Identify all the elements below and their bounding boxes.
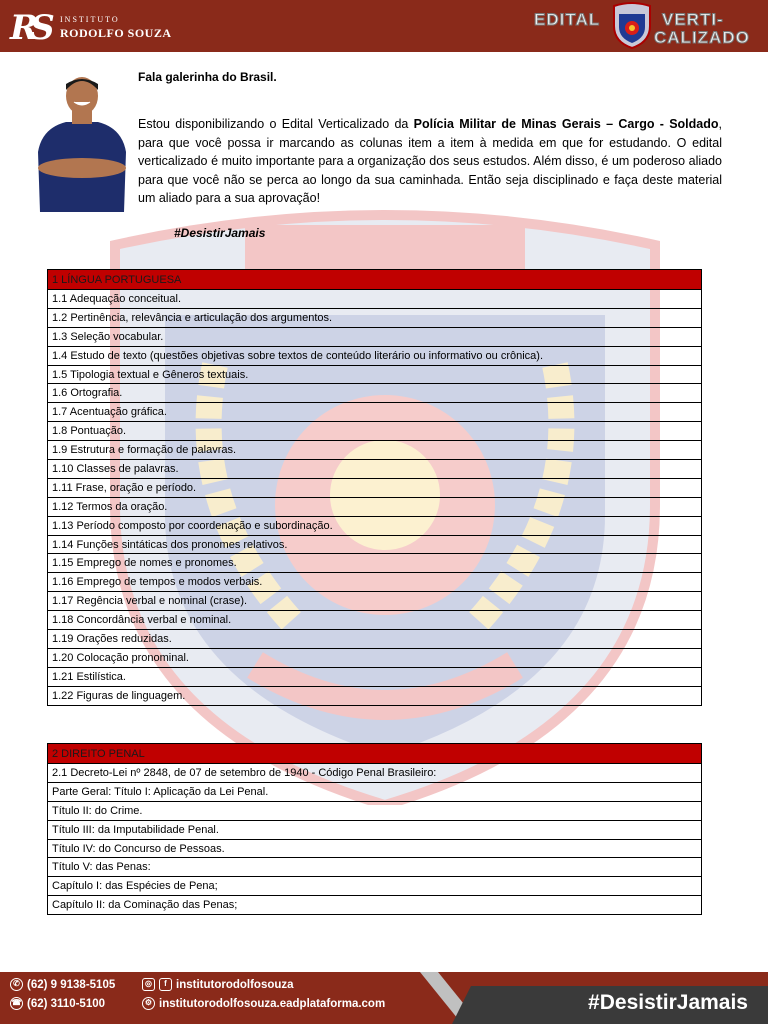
topic-item: 1.10 Classes de palavras. <box>48 460 702 479</box>
topic-item: Parte Geral: Título I: Aplicação da Lei Penal. <box>48 782 702 801</box>
topic-item: 1.3 Seleção vocabular. <box>48 327 702 346</box>
table-row <box>48 403 702 422</box>
table-row <box>48 346 702 365</box>
table-row <box>48 630 702 649</box>
intro-paragraph <box>138 115 722 208</box>
topic-item: 1.20 Colocação pronominal. <box>48 648 702 667</box>
intro-text: , para que você possa ir marcando as colunas item a item à medida em que for estudando. O edital verticalizado é muito importante para a organização dos seus estudos. Além disso, é um poderoso aliado para que você não se perca ao longo da sua caminhada. Então seja disciplinado e faça deste material um aliado para a sua aprovação! <box>138 117 722 205</box>
table-row <box>48 290 702 309</box>
topic-item: 1.11 Frase, oração e período. <box>48 478 702 497</box>
topic-item: Título IV: do Concurso de Pessoas. <box>48 839 702 858</box>
table-row <box>48 535 702 554</box>
page-footer <box>0 972 768 1024</box>
topic-item: Capítulo I: das Espécies de Pena; <box>48 877 702 896</box>
whatsapp-icon: ✆ <box>10 978 23 991</box>
table-row <box>48 384 702 403</box>
brand-line2: RODOLFO SOUZA <box>60 26 172 40</box>
topic-item: 1.12 Termos da oração. <box>48 497 702 516</box>
table-row <box>48 327 702 346</box>
topic-item: 1.7 Acentuação gráfica. <box>48 403 702 422</box>
page-header <box>0 0 768 52</box>
social-handle[interactable]: institutorodolfosouza <box>176 978 294 991</box>
section-header: 1 LÍNGUA PORTUGUESA <box>48 270 702 290</box>
phone-icon: ☎ <box>10 997 23 1010</box>
phone-number: (62) 3110-5100 <box>27 997 106 1010</box>
table-row <box>48 441 702 460</box>
topic-item: 1.14 Funções sintáticas dos pronomes relativos. <box>48 535 702 554</box>
table-row <box>48 764 702 783</box>
topic-item: Título II: do Crime. <box>48 801 702 820</box>
topic-item: 1.22 Figuras de linguagem. <box>48 686 702 705</box>
edital-word: EDITAL <box>534 10 601 29</box>
social-contact <box>142 978 294 991</box>
topic-table-direito-penal <box>47 743 702 915</box>
table-row <box>48 422 702 441</box>
table-row <box>48 820 702 839</box>
edital-word: VERTI- <box>662 10 724 29</box>
intro-text: Estou disponibilizando o Edital Verticalizado da <box>138 117 414 131</box>
topic-item: Título III: da Imputabilidade Penal. <box>48 820 702 839</box>
topic-item: 1.8 Pontuação. <box>48 422 702 441</box>
table-row <box>48 554 702 573</box>
table-row <box>48 308 702 327</box>
topic-item: 1.4 Estudo de texto (questões objetivas sobre textos de conteúdo literário ou informativo ou crônica). <box>48 346 702 365</box>
instagram-icon: ◎ <box>142 978 155 991</box>
topic-item: 2.1 Decreto-Lei nº 2848, de 07 de setembro de 1940 - Código Penal Brasileiro: <box>48 764 702 783</box>
edital-word: CALIZADO <box>654 28 750 47</box>
topic-item: 1.13 Período composto por coordenação e subordinação. <box>48 516 702 535</box>
topic-item: 1.1 Adequação conceitual. <box>48 290 702 309</box>
table-row <box>48 497 702 516</box>
topic-item: Capítulo II: da Cominação das Penas; <box>48 896 702 915</box>
topic-item: 1.2 Pertinência, relevância e articulação dos argumentos. <box>48 308 702 327</box>
table-row <box>48 667 702 686</box>
table-row <box>48 839 702 858</box>
table-row <box>48 365 702 384</box>
brand-logo <box>10 10 172 46</box>
web-icon: ⚙ <box>142 997 155 1010</box>
section-header: 2 DIREITO PENAL <box>48 744 702 764</box>
table-row <box>48 782 702 801</box>
table-row <box>48 573 702 592</box>
topic-item: 1.19 Orações reduzidas. <box>48 630 702 649</box>
table-row <box>48 858 702 877</box>
table-row <box>48 686 702 705</box>
table-row <box>48 877 702 896</box>
hashtag: #DesistirJamais <box>174 226 266 240</box>
table-row <box>48 648 702 667</box>
table-row <box>48 611 702 630</box>
table-row <box>48 592 702 611</box>
topic-table-lingua-portuguesa <box>47 269 702 706</box>
topic-item: 1.6 Ortografia. <box>48 384 702 403</box>
greeting: Fala galerinha do Brasil. <box>138 70 277 84</box>
whatsapp-contact <box>10 978 115 991</box>
whatsapp-number: (62) 9 9138-5105 <box>27 978 116 991</box>
edital-verticalizado-logo <box>534 6 766 50</box>
site-contact <box>142 997 385 1010</box>
facebook-icon: f <box>159 978 172 991</box>
site-link[interactable]: institutorodolfosouza.eadplataforma.com <box>159 997 386 1010</box>
table-row <box>48 460 702 479</box>
topic-item: 1.21 Estilística. <box>48 667 702 686</box>
topic-item: 1.5 Tipologia textual e Gêneros textuais. <box>48 365 702 384</box>
topic-item: 1.15 Emprego de nomes e pronomes. <box>48 554 702 573</box>
brand-mark-icon: RS <box>10 8 47 48</box>
footer-hashtag: #DesistirJamais <box>588 991 748 1014</box>
pm-seal-icon <box>610 2 654 50</box>
instructor-photo <box>34 70 130 212</box>
phone-contact <box>10 997 105 1010</box>
table-row <box>48 516 702 535</box>
table-row <box>48 896 702 915</box>
topic-item: 1.18 Concordância verbal e nominal. <box>48 611 702 630</box>
intro-bold-text: Polícia Militar de Minas Gerais – Cargo - Soldado <box>413 117 719 131</box>
topic-item: Título V: das Penas: <box>48 858 702 877</box>
brand-line1: INSTITUTO <box>60 15 120 24</box>
topic-item: 1.9 Estrutura e formação de palavras. <box>48 441 702 460</box>
topic-item: 1.17 Regência verbal e nominal (crase). <box>48 592 702 611</box>
topic-item: 1.16 Emprego de tempos e modos verbais. <box>48 573 702 592</box>
table-row <box>48 801 702 820</box>
table-row <box>48 478 702 497</box>
